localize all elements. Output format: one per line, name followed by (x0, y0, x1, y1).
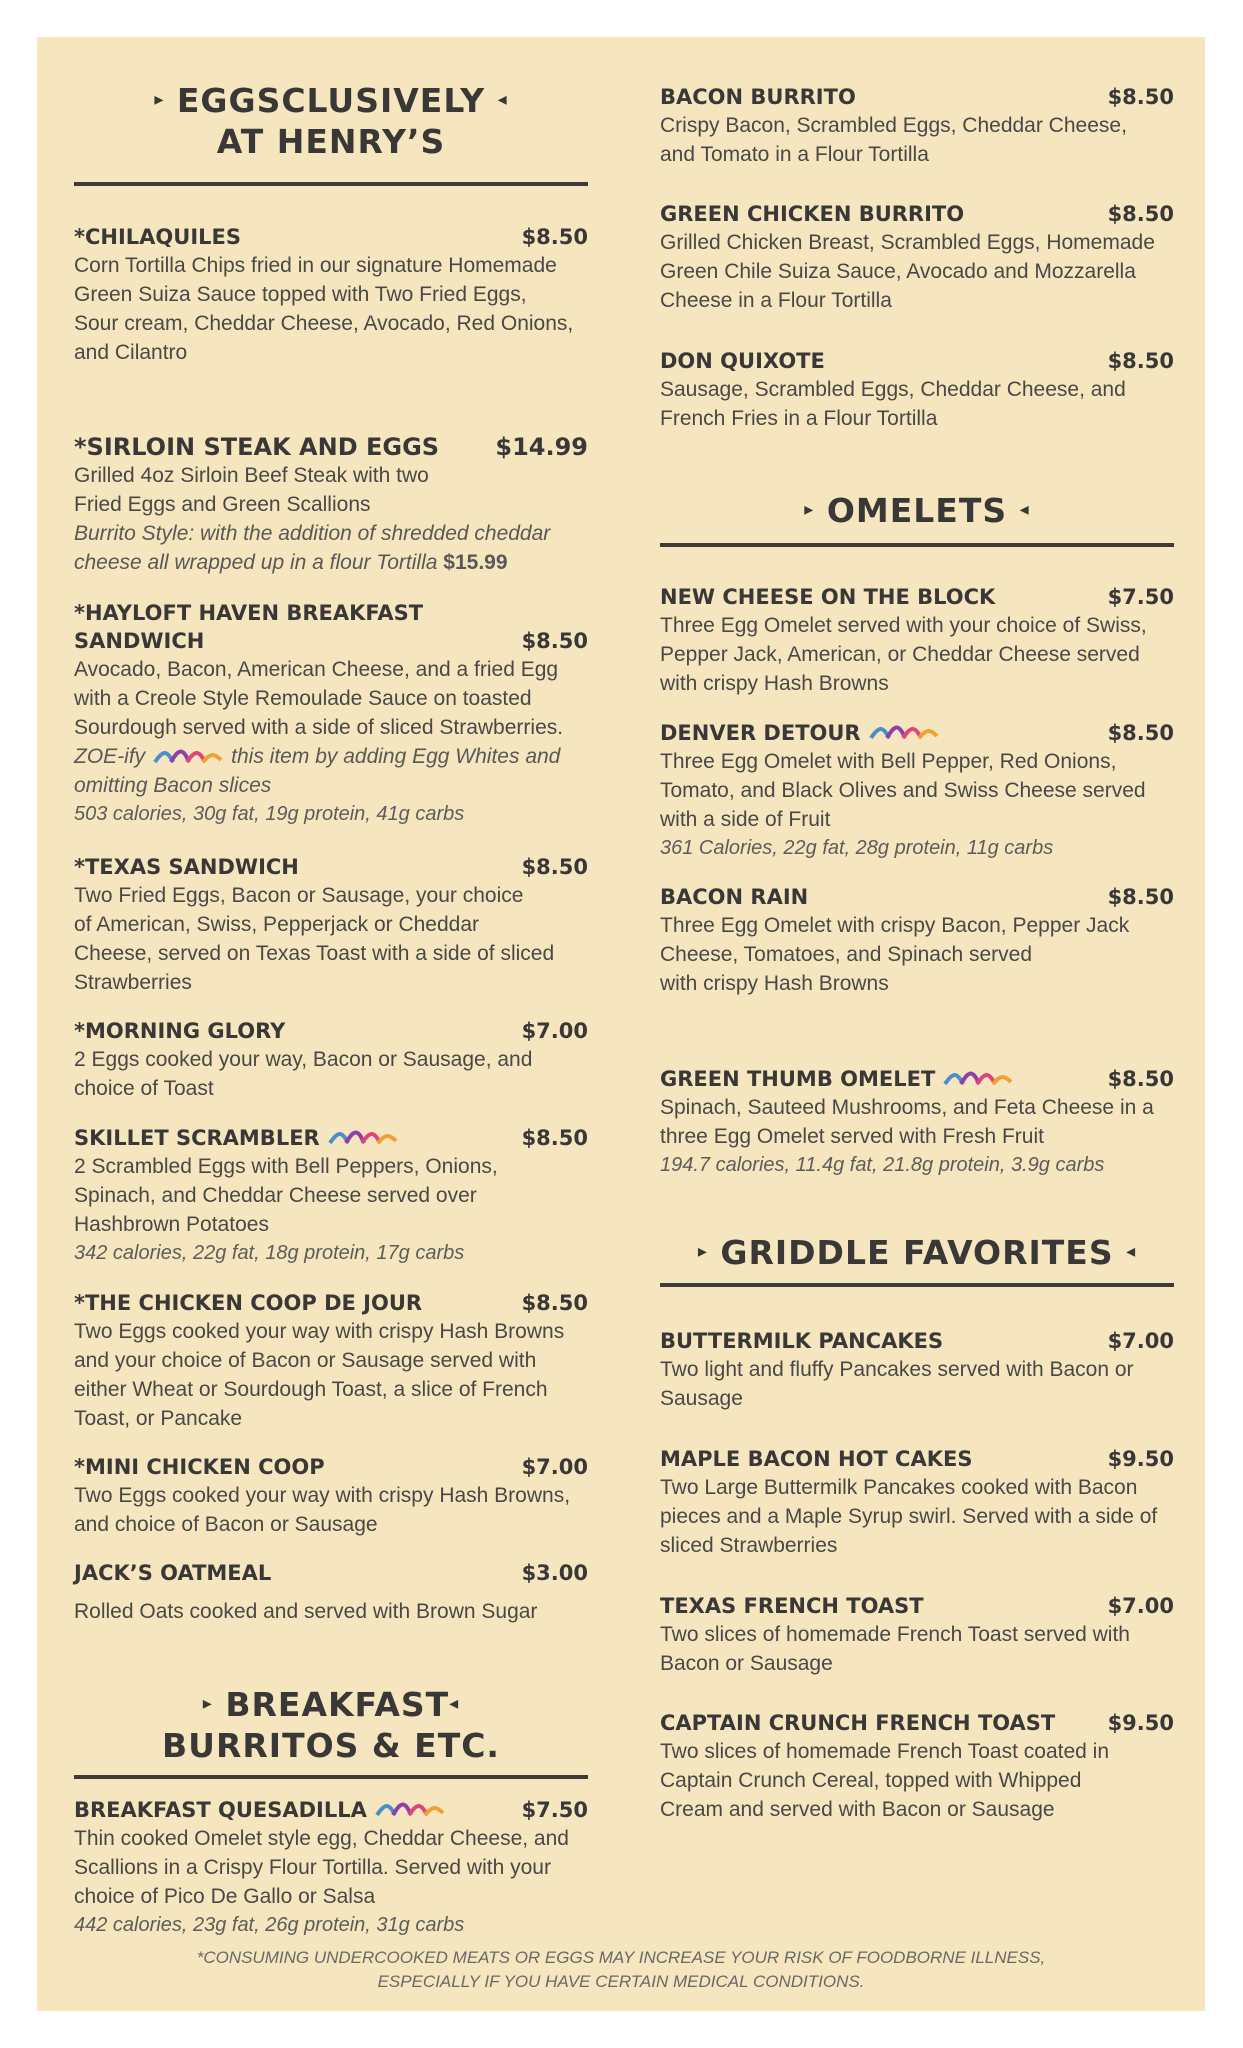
item-calories: 342 calories, 22g fat, 18g protein, 17g carbs (74, 1242, 465, 1264)
item-desc-3: Cream and served with Bacon or Sausage (660, 1798, 1055, 1821)
item-desc-1: Three Egg Omelet served with your choice of Swiss, (660, 614, 1147, 637)
zoe-note-pre: ZOE-ify (74, 745, 146, 768)
item-name: *THE CHICKEN COOP DE JOUR (74, 1291, 423, 1315)
item-price: $8.50 (521, 1291, 588, 1315)
item-name: NEW CHEESE ON THE BLOCK (660, 585, 996, 609)
item-desc-1: Sausage, Scrambled Eggs, Cheddar Cheese, and (660, 378, 1126, 401)
item-desc-1: Grilled 4oz Sirloin Beef Steak with two (74, 464, 429, 487)
item-desc-1: Two Eggs cooked your way with crispy Hash Browns (74, 1320, 565, 1343)
item-desc-3: with crispy Hash Browns (660, 972, 889, 995)
item-desc-1: Grilled Chicken Breast, Scrambled Eggs, Homemade (660, 231, 1155, 254)
section-title-line1: GRIDDLE FAVORITES (720, 1233, 1114, 1272)
item-desc-1: Three Egg Omelet with crispy Bacon, Pepper Jack (660, 914, 1130, 937)
item-desc-1: Thin cooked Omelet style egg, Cheddar Cheese, and (74, 1827, 569, 1850)
item-name: *MINI CHICKEN COOP (74, 1455, 325, 1479)
zoe-ribbon-icon (328, 1127, 398, 1149)
item-desc-2: Pepper Jack, American, or Cheddar Cheese served (660, 643, 1140, 666)
item-desc-2: and your choice of Bacon or Sausage served with (74, 1349, 537, 1372)
item-desc-2: Tomato, and Black Olives and Swiss Cheese served (660, 779, 1146, 802)
menu-item-morning-glory (74, 1017, 588, 1103)
item-price: $8.50 (521, 855, 588, 879)
section-title-line1: BREAKFAST (225, 1685, 450, 1724)
item-name: BUTTERMILK PANCAKES (660, 1329, 944, 1353)
item-price: $7.00 (1107, 1594, 1174, 1618)
menu-item-maple-bacon (660, 1445, 1174, 1560)
menu-item-green-chicken-burrito (660, 200, 1174, 315)
zoe-note-post: this item by adding Egg Whites and (231, 745, 561, 768)
item-desc-3: choice of Pico De Gallo or Salsa (74, 1885, 376, 1908)
item-name: BACON RAIN (660, 885, 809, 909)
item-desc-2: Cheese, Tomatoes, and Spinach served (660, 943, 1033, 966)
item-desc-1: Corn Tortilla Chips fried in our signature Homemade (74, 254, 557, 277)
section-burritos (74, 1685, 588, 1779)
menu-item-hayloft (74, 599, 588, 829)
item-desc-1: Three Egg Omelet with Bell Pepper, Red Onions, (660, 750, 1117, 773)
item-desc-2: choice of Toast (74, 1077, 214, 1100)
zoe-ribbon-icon (153, 746, 223, 768)
triangle-right-icon: ▸ (697, 1241, 708, 1262)
item-desc-3: either Wheat or Sourdough Toast, a slice of French (74, 1378, 548, 1401)
item-price: $8.50 (1107, 721, 1174, 745)
menu-item-texas-sandwich (74, 853, 588, 997)
item-price: $7.50 (521, 1798, 588, 1822)
menu-item-chilaquiles (74, 223, 588, 367)
item-name: TEXAS FRENCH TOAST (660, 1594, 924, 1618)
disclaimer-line2: ESPECIALLY IF YOU HAVE CERTAIN MEDICAL CONDITIONS. (377, 1972, 865, 1991)
section-title-line1: OMELETS (826, 491, 1008, 530)
item-name: *CHILAQUILES (74, 225, 241, 249)
triangle-left-icon: ◂ (1019, 499, 1030, 520)
item-price: $7.00 (1107, 1329, 1174, 1353)
item-desc-1: Two Fried Eggs, Bacon or Sausage, your choice (74, 884, 524, 907)
item-desc-2: Scallions in a Crispy Flour Tortilla. Served with your (74, 1856, 551, 1879)
section-griddle (660, 1233, 1174, 1287)
item-name: *TEXAS SANDWICH (74, 855, 299, 879)
item-desc-3: Cheese in a Flour Tortilla (660, 289, 892, 312)
menu-item-bacon-burrito (660, 83, 1174, 169)
item-price: $8.50 (1107, 349, 1174, 373)
menu-panel (37, 37, 1205, 2011)
item-name: DENVER DETOUR (660, 721, 861, 745)
item-desc-2: French Fries in a Flour Tortilla (660, 407, 938, 430)
section-title-line2: BURRITOS & ETC. (162, 1726, 500, 1765)
item-desc-1: Two Large Buttermilk Pancakes cooked with Bacon (660, 1476, 1138, 1499)
item-calories: 361 Calories, 22g fat, 28g protein, 11g carbs (660, 837, 1054, 859)
item-name-line2: SANDWICH (74, 629, 205, 653)
item-price: $14.99 (495, 433, 588, 461)
item-price: $9.50 (1107, 1711, 1174, 1735)
item-price: $8.50 (1107, 885, 1174, 909)
item-name: BREAKFAST QUESADILLA (74, 1798, 367, 1822)
triangle-right-icon: ▸ (804, 499, 815, 520)
item-name: GREEN THUMB OMELET (660, 1067, 936, 1091)
item-note-1: Burrito Style: with the addition of shredded cheddar (74, 522, 551, 545)
menu-item-mini-chicken-coop (74, 1453, 588, 1539)
section-title-line2: AT HENRY’S (216, 122, 446, 161)
item-desc-1: Spinach, Sauteed Mushrooms, and Feta Cheese in a (660, 1096, 1154, 1119)
item-desc-2: Green Chile Suiza Sauce, Avocado and Mozzarella (660, 260, 1136, 283)
menu-item-skillet-scrambler (74, 1124, 588, 1268)
item-desc-3: with crispy Hash Browns (660, 672, 889, 695)
item-desc-3: Sour cream, Cheddar Cheese, Avocado, Red Onions, (74, 312, 574, 335)
item-price: $9.50 (1107, 1447, 1174, 1471)
triangle-left-icon: ◂ (497, 89, 508, 110)
item-desc-1: Two slices of homemade French Toast served with (660, 1623, 1130, 1646)
menu-item-breakfast-quesadilla (74, 1796, 588, 1940)
item-name: SKILLET SCRAMBLER (74, 1126, 320, 1150)
menu-item-sirloin (74, 433, 588, 577)
item-desc-2: with a Creole Style Remoulade Sauce on toasted (74, 687, 532, 710)
item-desc-3: Hashbrown Potatoes (74, 1213, 269, 1236)
item-desc-2: pieces and a Maple Syrup swirl. Served with a side of (660, 1505, 1158, 1528)
item-desc-3: Sourdough served with a side of sliced Strawberries. (74, 716, 564, 739)
item-price: $8.50 (1107, 85, 1174, 109)
item-name: GREEN CHICKEN BURRITO (660, 202, 965, 226)
item-name: JACK’S OATMEAL (74, 1561, 272, 1585)
disclaimer (37, 1946, 1205, 1994)
menu-item-green-thumb (660, 1065, 1174, 1180)
item-desc-2: and choice of Bacon or Sausage (74, 1513, 378, 1536)
item-desc-2: and Tomato in a Flour Tortilla (660, 143, 929, 166)
item-desc-1: Avocado, Bacon, American Cheese, and a fried Egg (74, 658, 559, 681)
triangle-left-icon: ◂ (449, 1693, 460, 1714)
item-calories: 442 calories, 23g fat, 26g protein, 31g carbs (74, 1914, 465, 1936)
section-title-line1: EGGSCLUSIVELY (176, 81, 486, 120)
item-calories: 194.7 calories, 11.4g fat, 21.8g protein, 3.9g carbs (660, 1154, 1105, 1176)
item-desc-3: sliced Strawberries (660, 1534, 838, 1557)
item-desc-1: Two slices of homemade French Toast coated in (660, 1740, 1110, 1763)
menu-item-oatmeal (74, 1559, 588, 1626)
triangle-right-icon: ▸ (154, 89, 165, 110)
section-eggsclusively (74, 81, 588, 186)
item-price: $8.50 (1107, 202, 1174, 226)
menu-item-chicken-coop (74, 1289, 588, 1433)
zoe-note-line2: omitting Bacon slices (74, 774, 272, 797)
item-desc-2: Bacon or Sausage (660, 1652, 833, 1675)
item-desc-4: Toast, or Pancake (74, 1407, 243, 1430)
section-omelets (660, 491, 1174, 547)
item-price: $8.50 (521, 629, 588, 653)
item-calories: 503 calories, 30g fat, 19g protein, 41g carbs (74, 803, 465, 825)
item-note-price: $15.99 (443, 551, 508, 574)
item-desc-4: and Cilantro (74, 341, 188, 364)
menu-item-don-quixote (660, 347, 1174, 433)
zoe-ribbon-icon (943, 1068, 1013, 1090)
item-desc-2: Captain Crunch Cereal, topped with Whipped (660, 1769, 1082, 1792)
menu-item-texas-french-toast (660, 1592, 1174, 1678)
item-desc-2: Sausage (660, 1387, 743, 1410)
item-desc-1: 2 Eggs cooked your way, Bacon or Sausage, and (74, 1048, 533, 1071)
item-desc-3: with a side of Fruit (660, 808, 831, 831)
triangle-left-icon: ◂ (1126, 1241, 1137, 1262)
item-price: $7.50 (1107, 585, 1174, 609)
zoe-ribbon-icon (869, 722, 939, 744)
item-name-line1: *HAYLOFT HAVEN BREAKFAST (74, 601, 424, 625)
zoe-ribbon-icon (375, 1799, 445, 1821)
item-desc-2: three Egg Omelet served with Fresh Fruit (660, 1125, 1044, 1148)
item-price: $8.50 (521, 1126, 588, 1150)
item-price: $3.00 (521, 1561, 588, 1585)
item-desc-3: Cheese, served on Texas Toast with a side of sliced (74, 942, 555, 965)
item-desc-2: Spinach, and Cheddar Cheese served over (74, 1184, 477, 1207)
item-name: BACON BURRITO (660, 85, 856, 109)
item-desc-1: Rolled Oats cooked and served with Brown Sugar (74, 1600, 538, 1623)
item-price: $8.50 (521, 225, 588, 249)
item-price: $7.00 (521, 1455, 588, 1479)
item-desc-2: Green Suiza Sauce topped with Two Fried Eggs, (74, 283, 527, 306)
item-name: MAPLE BACON HOT CAKES (660, 1447, 973, 1471)
item-price: $7.00 (521, 1019, 588, 1043)
item-price: $8.50 (1107, 1067, 1174, 1091)
triangle-right-icon: ▸ (202, 1693, 213, 1714)
item-desc-1: Crispy Bacon, Scrambled Eggs, Cheddar Cheese, (660, 114, 1127, 137)
item-note-2: cheese all wrapped up in a flour Tortilla (74, 551, 438, 574)
menu-item-new-cheese (660, 583, 1174, 698)
disclaimer-line1: *CONSUMING UNDERCOOKED MEATS OR EGGS MAY INCREASE YOUR RISK OF FOODBORNE ILLNESS, (196, 1948, 1046, 1967)
menu-item-bacon-rain (660, 883, 1174, 998)
item-desc-4: Strawberries (74, 971, 192, 994)
item-desc-1: Two Eggs cooked your way with crispy Hash Browns, (74, 1484, 571, 1507)
menu-item-buttermilk-pancakes (660, 1327, 1174, 1413)
item-name: CAPTAIN CRUNCH FRENCH TOAST (660, 1711, 1056, 1735)
item-desc-1: Two light and fluffy Pancakes served with Bacon or (660, 1358, 1134, 1381)
item-name: *SIRLOIN STEAK AND EGGS (74, 433, 440, 461)
menu-item-denver-detour (660, 719, 1174, 863)
menu-item-captain-crunch (660, 1709, 1174, 1824)
item-desc-2: Fried Eggs and Green Scallions (74, 493, 371, 516)
item-desc-2: of American, Swiss, Pepperjack or Cheddar (74, 913, 480, 936)
item-desc-1: 2 Scrambled Eggs with Bell Peppers, Onions, (74, 1155, 498, 1178)
item-name: *MORNING GLORY (74, 1019, 286, 1043)
item-name: DON QUIXOTE (660, 349, 825, 373)
